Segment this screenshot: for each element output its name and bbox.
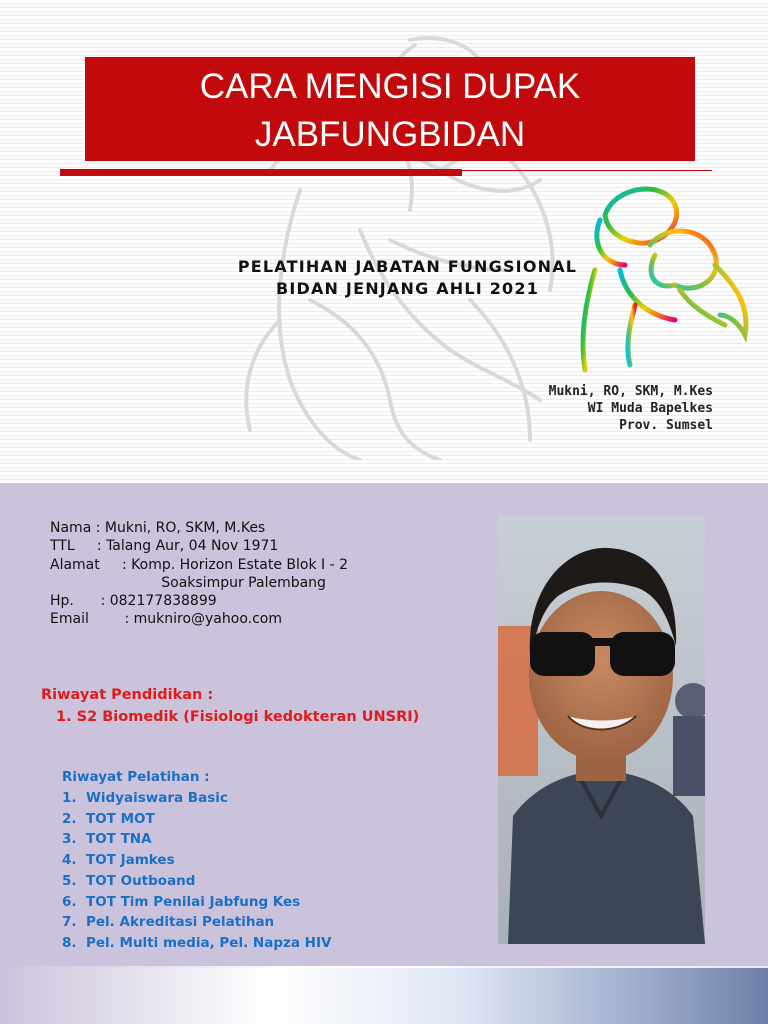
personal-row — [50, 610, 348, 628]
personal-label: Nama : — [50, 520, 101, 536]
cover-slide — [0, 0, 768, 483]
personal-label: Alamat : — [50, 556, 127, 573]
training-item-text: Pel. Multi media, Pel. Napza HIV — [86, 934, 332, 951]
author-province: Prov. Sumsel — [619, 418, 713, 433]
training-item — [62, 912, 331, 933]
training-item-text: TOT Tim Penilai Jabfung Kes — [86, 893, 301, 910]
training-item-text: TOT MOT — [86, 810, 155, 827]
personal-value: Talang Aur, 04 Nov 1971 — [101, 538, 279, 555]
personal-row — [50, 556, 348, 574]
training-item-number: 3. — [62, 831, 77, 848]
training-item-text: Widyaiswara Basic — [86, 790, 228, 806]
training-item — [62, 892, 331, 913]
training-item — [62, 829, 331, 850]
title-underline-thin — [462, 170, 712, 171]
training-item-text: TOT Outboand — [86, 872, 196, 889]
family-logo-illustration — [565, 175, 755, 375]
profile-photo — [498, 516, 705, 944]
personal-value: 082177838899 — [105, 593, 217, 610]
training-item — [62, 933, 331, 954]
training-section — [62, 766, 331, 954]
training-item — [62, 850, 331, 871]
training-item — [62, 809, 331, 830]
training-item-text: Pel. Akreditasi Pelatihan — [86, 914, 275, 931]
education-item: 1. S2 Biomedik (Fisiologi kedokteran UNSRI) — [56, 709, 420, 725]
title-banner — [85, 57, 695, 161]
title-line-1: CARA MENGISI DUPAK — [199, 67, 581, 106]
author-block — [549, 383, 713, 434]
subtitle-line-1: PELATIHAN JABATAN FUNGSIONAL — [237, 257, 578, 276]
personal-value: Soaksimpur Palembang — [50, 574, 326, 591]
subtitle-line-2: BIDAN JENJANG AHLI 2021 — [275, 279, 540, 298]
personal-value: Mukni, RO, SKM, M.Kes — [100, 520, 266, 536]
training-item — [62, 788, 331, 809]
education-heading: Riwayat Pendidikan : — [41, 687, 214, 703]
personal-row — [50, 574, 348, 592]
personal-row — [50, 537, 348, 555]
personal-value: mukniro@yahoo.com — [129, 611, 282, 628]
training-item-number: 2. — [62, 810, 77, 827]
training-item-number: 7. — [62, 914, 77, 931]
personal-label: Hp. : — [50, 593, 106, 610]
personal-value: Komp. Horizon Estate Blok I - 2 — [126, 556, 348, 573]
personal-label: TTL : — [50, 538, 102, 555]
training-item-number: 4. — [62, 852, 77, 869]
bottom-decorative-band — [0, 966, 768, 1024]
author-position: WI Muda Bapelkes — [587, 401, 713, 416]
personal-row — [50, 519, 348, 537]
training-item — [62, 871, 331, 892]
personal-label: Email : — [50, 611, 130, 628]
training-item-number: 6. — [62, 893, 77, 910]
training-item-number: 8. — [62, 934, 77, 951]
training-item-text: TOT Jamkes — [86, 852, 175, 869]
title-underline-thick — [60, 169, 462, 176]
education-section — [41, 684, 419, 728]
title-line-2: JABFUNGBIDAN — [254, 115, 526, 154]
personal-row — [50, 592, 348, 610]
profile-slide — [0, 483, 768, 1024]
training-item-number: 5. — [62, 872, 77, 889]
training-heading: Riwayat Pelatihan : — [62, 769, 210, 785]
training-item-number: 1. — [62, 790, 77, 806]
author-name: Mukni, RO, SKM, M.Kes — [548, 384, 713, 399]
training-item-text: TOT TNA — [86, 831, 152, 848]
personal-info — [50, 519, 348, 629]
